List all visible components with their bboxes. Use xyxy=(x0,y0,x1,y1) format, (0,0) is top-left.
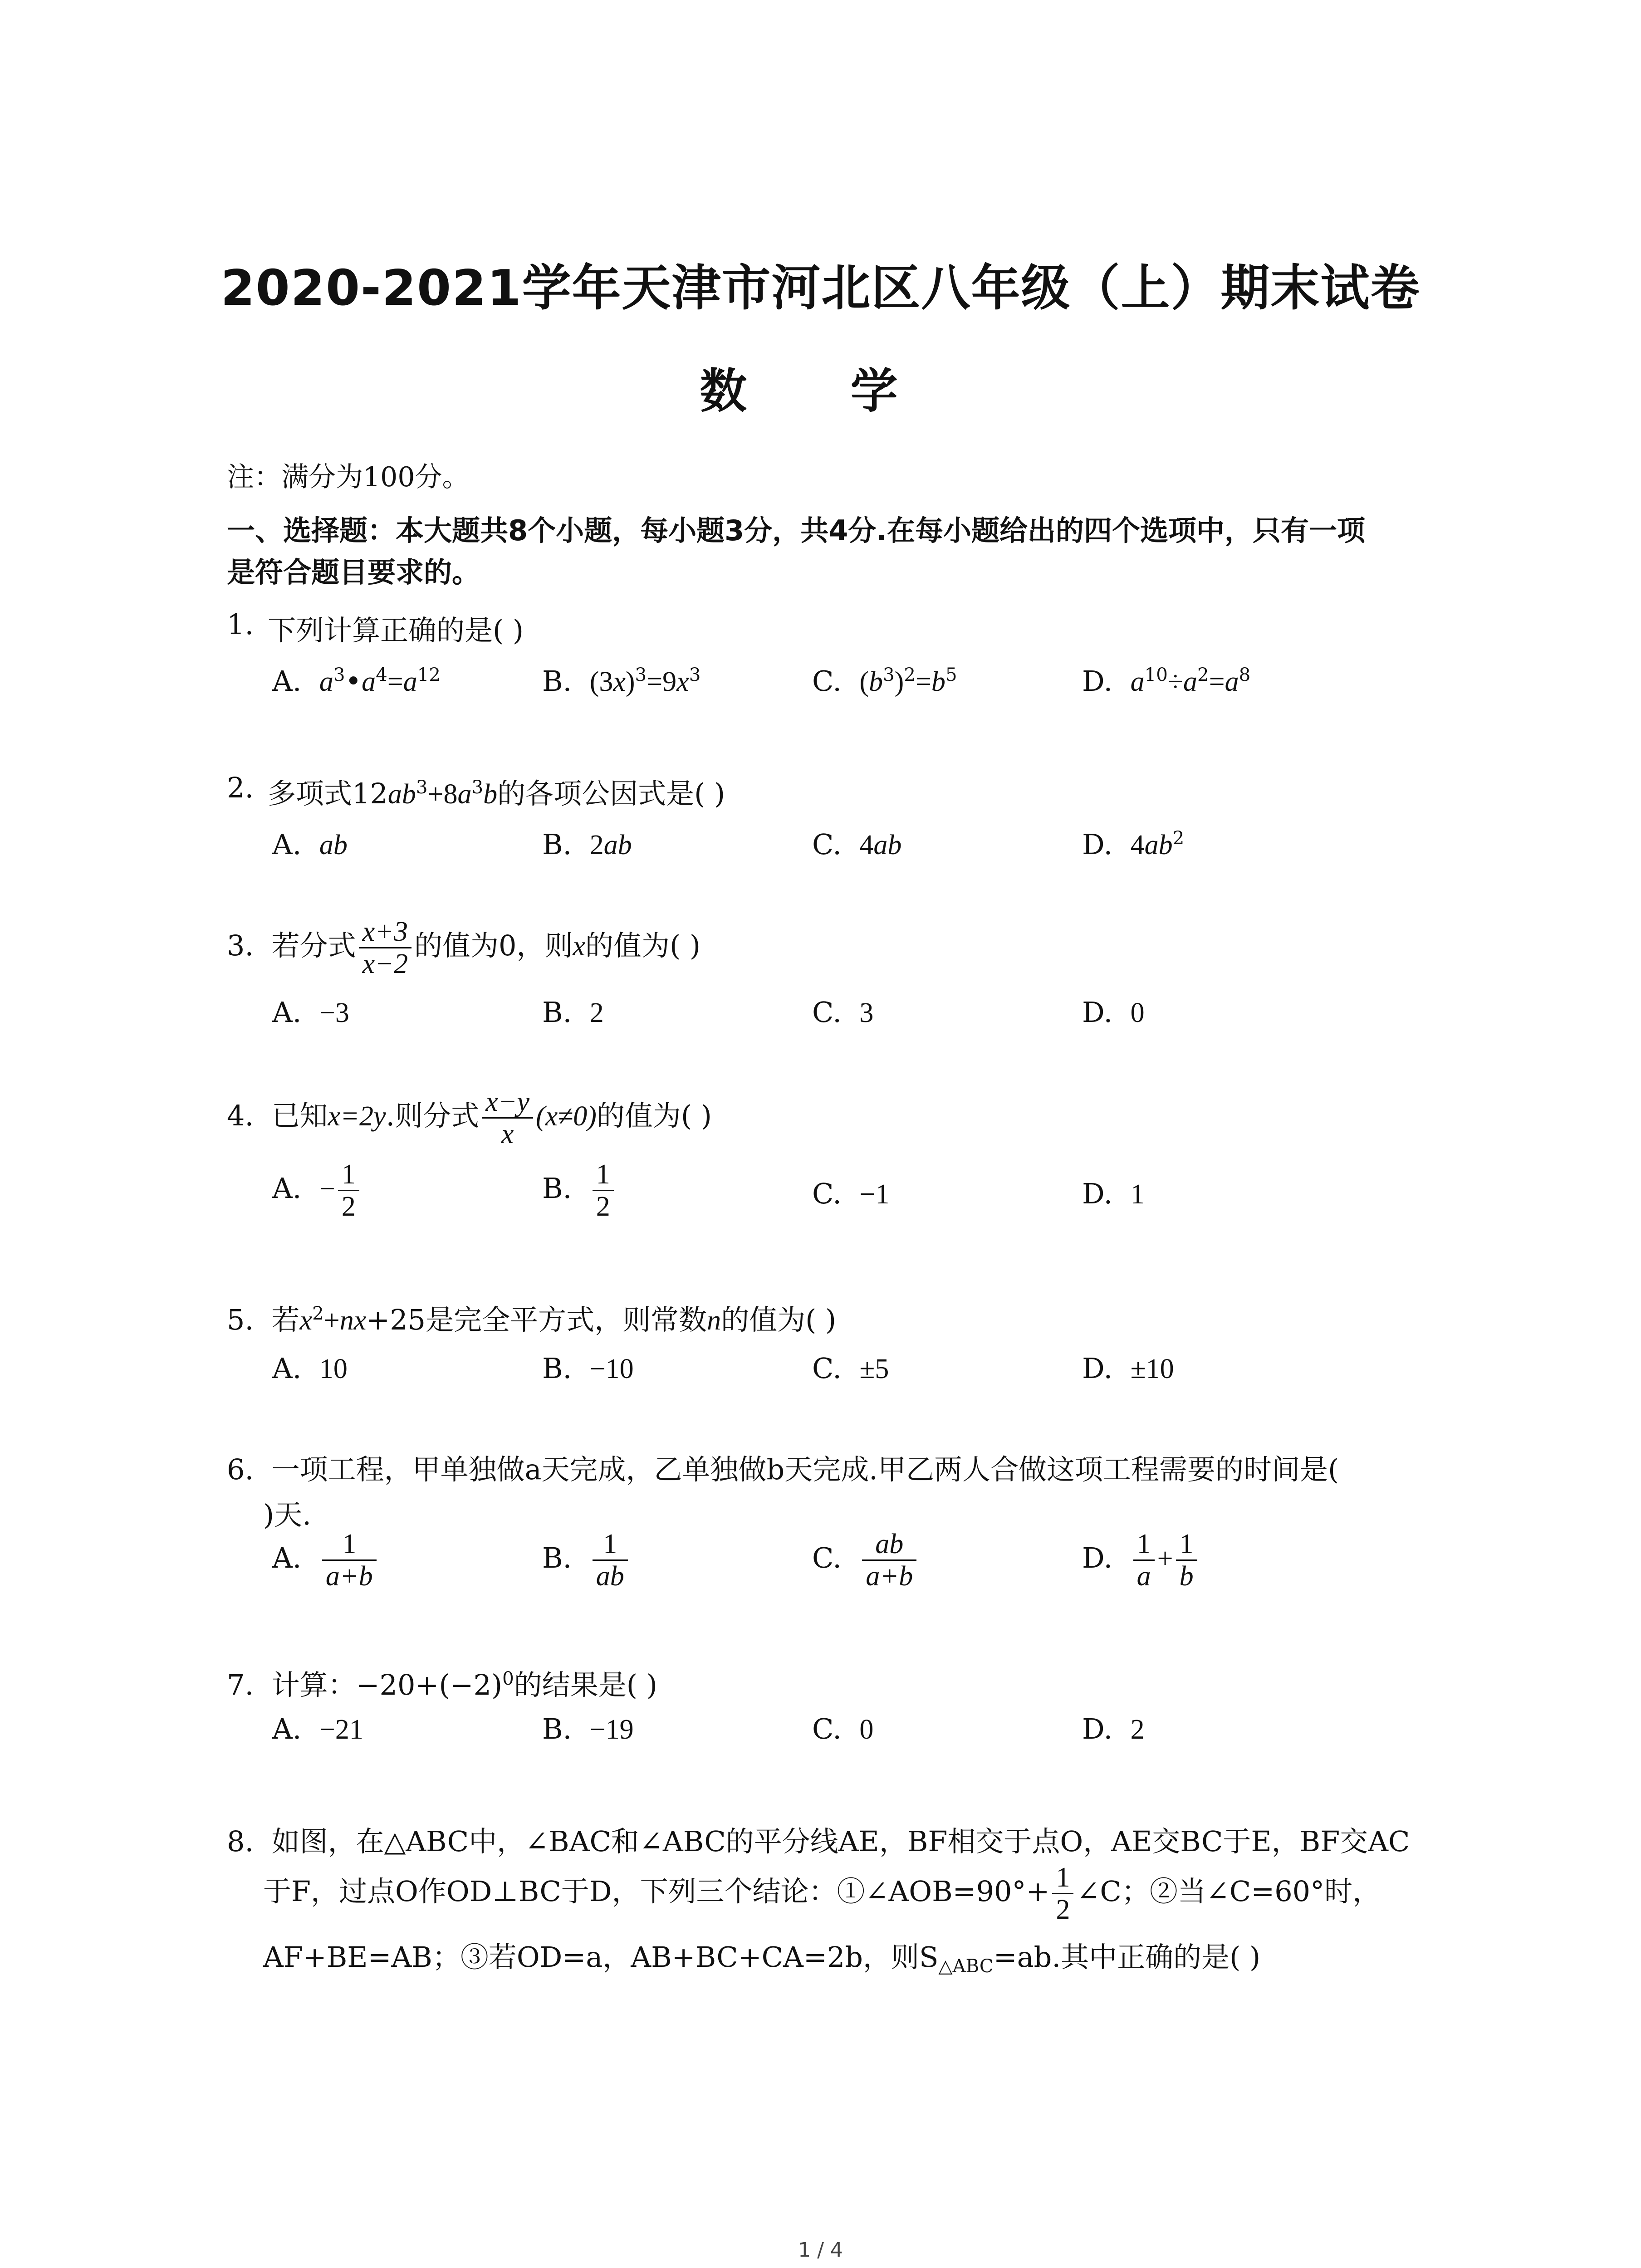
question-8-line3: AF+BE=AB；③若OD=a，AB+BC+CA=2b，则$S_{\triangle ABC}=ab$.其中正确的是( ) xyxy=(263,1941,1261,1977)
q5-option-d: D. ±10 xyxy=(1082,1352,1174,1385)
q2-option-d: D. $4ab^2$ xyxy=(1082,827,1185,861)
q4-option-b: B. $\frac{1}{2}$ xyxy=(542,1159,617,1222)
fraction: $\frac{x-y}{x}$ xyxy=(482,1086,533,1149)
question-text: 下列计算正确的是( ) xyxy=(268,614,524,647)
question-4: 4. 已知x=2y.则分式 $\frac{x-y}{x}$ (x≠0)的值为( ) xyxy=(227,1086,712,1150)
subject-title: 数 学 xyxy=(700,363,941,419)
q2-option-b: B. 2ab xyxy=(542,828,632,861)
q5-option-b: B. −10 xyxy=(542,1352,634,1385)
q2-option-a: A. ab xyxy=(272,828,348,861)
question-text: 多项式$12ab^3+8a^3b$的各项公因式是( ) xyxy=(268,776,725,810)
question-3: 3. 若分式 $\frac{x+3}{x-2}$ 的值为0，则x的值为( ) xyxy=(227,916,701,980)
section-heading-line2: 是符合题目要求的。 xyxy=(227,556,480,589)
question-8: 8. 如图，在△ABC中，∠BAC和∠ABC的平分线AE，BF相交于点O，AE交BC于E，BF交AC xyxy=(227,1825,1410,1858)
question-7: 7. 计算：$-20+(-2)^0$的结果是( ) xyxy=(227,1667,657,1701)
q7-option-c: C. 0 xyxy=(812,1712,874,1745)
score-note: 注：满分为100分。 xyxy=(227,461,470,493)
q5-option-c: C. ±5 xyxy=(812,1352,889,1385)
q1-option-b: B. $(3x)^3=9x^3$ xyxy=(542,664,701,698)
fraction: $\frac{x+3}{x-2}$ xyxy=(359,916,411,979)
page-number: 1 / 4 xyxy=(798,2239,843,2262)
q5-option-a: A. 10 xyxy=(272,1352,348,1385)
q4-option-d: D. 1 xyxy=(1082,1177,1145,1210)
q7-option-a: A. −21 xyxy=(272,1712,363,1745)
q7-option-d: D. 2 xyxy=(1082,1712,1145,1745)
q6-option-b: B. $\frac{1}{ab}$ xyxy=(542,1529,631,1592)
question-6: 6. 一项工程，甲单独做a天完成，乙单独做b天完成.甲乙两人合做这项工程需要的时间是( xyxy=(227,1453,1339,1486)
q1-option-d: D. $a^{10}\div a^2=a^8$ xyxy=(1082,664,1251,698)
q3-option-c: C. 3 xyxy=(812,996,874,1029)
q1-option-a: A. $a^3•a^4=a^{12}$ xyxy=(272,664,441,698)
exam-title: 2020-2021学年天津市河北区八年级（上）期末试卷 xyxy=(220,260,1421,317)
q2-option-c: C. 4ab xyxy=(812,828,902,861)
q6-option-c: C. $\frac{ab}{a+b}$ xyxy=(812,1529,919,1592)
q4-option-c: C. −1 xyxy=(812,1177,890,1210)
q3-option-d: D. 0 xyxy=(1082,996,1145,1029)
question-8-line2: 于F，过点O作OD⊥BC于D，下列三个结论：①∠AOB=90°+ $\frac{1}{2}$ ∠C；②当∠C=60°时， xyxy=(263,1862,1381,1926)
q6-option-d: D. $\frac{1}{a}$ + $\frac{1}{b}$ xyxy=(1082,1529,1200,1592)
q3-option-a: A. −3 xyxy=(272,996,349,1029)
q4-option-a: A. − $\frac{1}{2}$ xyxy=(272,1159,362,1222)
question-number: 1. xyxy=(227,608,254,641)
question-number: 2. xyxy=(227,771,254,804)
question-5: 5. 若$x^2+nx+25$是完全平方式，则常数n的值为( ) xyxy=(227,1302,837,1336)
section-heading-line1: 一、选择题：本大题共8个小题，每小题3分，共4分.在每小题给出的四个选项中，只有一项 xyxy=(227,514,1365,547)
q3-option-b: B. 2 xyxy=(542,996,604,1029)
q7-option-b: B. −19 xyxy=(542,1712,634,1745)
question-6-line2: )天. xyxy=(263,1498,311,1531)
q6-option-a: A. $\frac{1}{a+b}$ xyxy=(272,1529,379,1592)
q1-option-c: C. $(b^3)^2=b^5$ xyxy=(812,664,957,698)
